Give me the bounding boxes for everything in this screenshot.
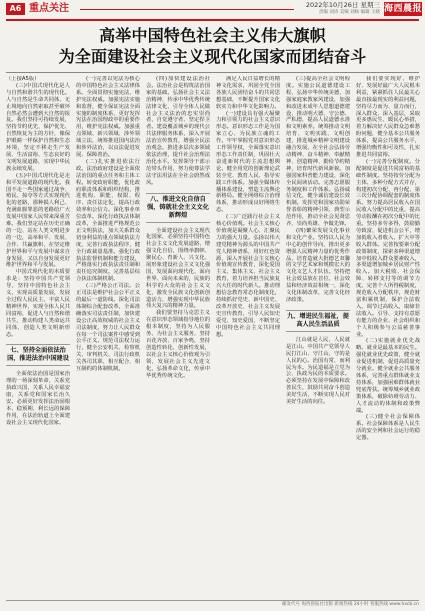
footer-text: 邮发代号 海西晨报社出版 新闻热线 24小时 客服热线 www.hxcb.cn [282, 602, 419, 607]
paragraph: 中国式现代化的本质要求是：坚持中国共产党领导，坚持中国特色社会主义，实现高质量发展，发展全过程人民民主，丰富人民精神世界，实现全体人民共同富裕，促进人与自然和谐共生，推动构建人类命运共同体，创造人类文明新形态。 [6, 269, 70, 338]
page-header [0, 0, 425, 18]
article-column-2 [76, 76, 140, 596]
headline-line-1: 高举中国特色社会主义伟大旗帜 [99, 26, 326, 45]
paragraph: (一)建设具有强大凝聚力和引领力的社会主义意识形态。意识形态工作是为国家立心、为民族立魂的工作。牢牢掌握党对意识形态工作领导权，全面落实意识形态工作责任制，巩固壮大奋进新时代的主流思想舆论。健全用党的创新理论武装全党、教育人民、指导实践工作体系。加强全媒体传播体系建设，塑造主流舆论新格局。健全网络综合治理体系，推动形成良好网络生态。 [216, 110, 280, 214]
paragraph: (一)完善以宪法为核心的中国特色社会主义法律体系。全面贯彻实施宪法，维护宪法权威。加强宪法实施和监督，健全保证宪法全面实施的制度体系，更好发挥宪法在治国理政中的重要作用，维护宪法权威。加强重点领域、新兴领域、涉外领域立法，统筹推进国内法治和涉外法治，以良法促进发展、保障善治。 [76, 76, 140, 158]
paragraph: 我们要实现好、维护好、发展好最广大人民根本利益，紧紧抓住人民最关心最直接最现实的利益问题，坚持尽力而为、量力而行，深入群众、深入基层，采取更多惠民生、暖民心举措，着力解决好人民群众急难愁盼问题，健全基本公共服务体系，提高公共服务水平，增强均衡性和可及性，扎实推进共同富裕。 [356, 76, 420, 158]
paragraph: 江山就是人民，人民就是江山。中国共产党领导人民打江山、守江山，守的是人民的心。治国有常，而利民为本。为民造福是立党为公、执政为民的本质要求。必须坚持在发展中保障和改善民生，鼓励共同奋斗创造美好生活，不断实现人民对美好生活的向往。 [286, 336, 350, 406]
section-title: 重点关注 [29, 3, 69, 14]
headline-line-2: 为全面建设社会主义现代化国家而团结奋斗 [58, 47, 367, 66]
paragraph: (三)健全社会保障体系。社会保障体系是人民生活的安全网和社会运行的稳定器。 [356, 414, 420, 442]
article-body [6, 76, 419, 596]
paragraph: (四)繁荣发展文化事业和文化产业。坚持以人民为中心的创作导向，推出更多增强人民精神力量的优秀作品，培育造就大批德艺双馨的文学艺术家和规模宏大的文化文艺人才队伍。坚持把社会效益放在首位、社会效益和经济效益相统一，深化文化体制改革，完善文化经济政策。 [286, 227, 350, 303]
issue-date: 2022年10月26日 星期三 [305, 1, 380, 9]
header-divider [80, 9, 294, 10]
paragraph: (二)扎实推进依法行政。法治政府建设是全面依法治国的重点任务和主体工程。转变政府职能，优化政府职责体系和组织结构，推进机构、职能、权限、程序、责任法定化，提高行政效率和公信力。深化事业单位改革。深化行政执法体制改革，全面推进严格规范公正文明执法，加大关系群众切身利益的重点领域执法力度，完善行政执法程序，健全行政裁量基准。强化行政执法监督机制和能力建设，严格落实行政执法责任制和责任追究制度。完善基层综合执法体制机制。 [76, 158, 140, 283]
date-block [300, 1, 380, 17]
paragraph: (二)广泛践行社会主义核心价值观。社会主义核心价值观是凝聚人心、汇聚民力的强大力量。弘扬以伟大建党精神为源头的中国共产党人精神谱系，用好红色资源，深入开展社会主义核心价值观宣传教育，深化爱国主义、集体主义、社会主义教育，着力培养担当民族复兴大任的时代新人。推动理想信念教育常态化制度化，持续抓好党史、新中国史、改革开放史、社会主义发展史宣传教育，引导人民知史爱党、知史爱国，不断坚定中国特色社会主义共同理想。 [216, 214, 280, 338]
paragraph: (三)中国式现代化是人与自然和谐共生的现代化。人与自然是生命共同体，无止境地向自然索取甚至破坏自然必然会遭到大自然的报复。我们坚持可持续发展，坚持节约优先、保护优先、自然恢复为主的方针，像保护眼睛一样保护自然和生态环境，坚定不移走生产发展、生活富裕、生态良好的文明发展道路，实现中华民族永续发展。 [6, 82, 70, 172]
article-column-1 [6, 76, 70, 596]
paragraph: (一)完善分配制度。分配制度是促进共同富裕的基础性制度。坚持按劳分配为主体、多种分配方式并存，构建初次分配、再分配、第三次分配协调配套的制度体系。努力提高居民收入在国民收入分配中的比重，提高劳动报酬在初次分配中的比重。坚持多劳多得，鼓励勤劳致富，促进机会公平，增加低收入者收入，扩大中等收入群体。完善按要素分配政策制度，探索多种渠道增加中低收入群众要素收入，多渠道增加城乡居民财产性收入。加大税收、社会保障、转移支付等的调节力度。完善个人所得税制度，规范收入分配秩序，规范财富积累机制，保护合法收入，调节过高收入，取缔非法收入。引导、支持有意愿有能力的企业、社会组织和个人积极参与公益慈善事业。 [356, 158, 420, 338]
headline-rule [6, 72, 419, 73]
section-heading: 九、增进民生福祉，提高人民生活品质 [286, 310, 350, 332]
paragraph: (三)严格公正司法。公正司法是维护社会公平正义的最后一道防线。深化司法体制综合配套改革，全面准确落实司法责任制，加快建设公正高效权威的社会主义司法制度，努力让人民群众在每一个司法案件中感受到公平正义。规范司法权力运行，健全公安机关、检察机关、审判机关、司法行政机关各司其职、相互配合、相互制约的体制机制。 [76, 283, 140, 373]
continuation-note: （上接A5版） [6, 76, 40, 82]
section-heading: 八、推进文化自信自强，铸就社会主义文化新辉煌 [146, 193, 210, 223]
paragraph: 我们要坚持马克思主义在意识形态领域指导地位的根本制度，坚持为人民服务、为社会主义服务，坚持百花齐放、百家争鸣，坚持创造性转化、创新性发展，以社会主义核心价值观为引领，发展社会主义先进文化，弘扬革命文化，传承中华优秀传统文化。 [146, 310, 210, 379]
headline [0, 25, 425, 67]
paragraph: (五)中国式现代化是走和平发展道路的现代化。我国不走一些国家通过战争、殖民、掠夺等方式实现现代化的老路，那种损人利己、充满血腥罪恶的老路给广大发展中国家人民带来深重苦难。我们坚定站在历史正确的一边、站在人类文明进步的一边，高举和平、发展、合作、共赢旗帜，在坚定维护世界和平与发展中谋求自身发展，又以自身发展更好维护世界和平与发展。 [6, 172, 70, 269]
paragraph: 全面建设社会主义现代化国家，必须坚持中国特色社会主义文化发展道路，增强文化自信，围绕举旗帜、聚民心、育新人、兴文化、展形象建设社会主义文化强国，发展面向现代化、面向世界、面向未来的，民族的科学的大众的社会主义文化，激发全民族文化创新创造活力，增强实现中华民族伟大复兴的精神力量。 [146, 227, 210, 310]
paragraph: (三)提高全社会文明程度。实施公民道德建设工程，弘扬中华传统美德，加强家庭家教家风建设，加强和改进未成年人思想道德建设，推动明大德、守公德、严私德，提高人民道德水准和文明素养。统筹推动文明培育、文明实践、文明创建，推进城乡精神文明建设融合发展，在全社会弘扬劳动精神、奋斗精神、奉献精神、创造精神、勤俭节约精神，培育时代新风新貌。加强国家科普能力建设，深化全民阅读活动。完善志愿服务制度和工作体系。弘扬诚信文化，健全诚信建设长效机制。发挥党和国家功勋荣誉表彰的精神引领、典型示范作用，推动全社会见贤思齐、崇尚英雄、争做先锋。 [286, 76, 350, 228]
header-rule [6, 19, 419, 21]
editor-credits: 责编 刘涛 美编 刘杨 编辑 王晓 [318, 10, 380, 15]
article-column-3 [146, 76, 210, 596]
page-footer [6, 600, 419, 609]
article-column-4 [216, 76, 280, 596]
paragraph: (四)加快建设法治社会。法治社会是构筑法治国家的基础。弘扬社会主义法治精神，传承中华优秀传统法律文化，引导全体人民做社会主义法治的忠实崇尚者、自觉遵守者、坚定捍卫者。建设覆盖城乡的现代公共法律服务体系，深入开展法治宣传教育，增强全民法治观念。推进多层次多领域依法治理，提升社会治理法治化水平。发挥领导干部示范带头作用，努力使尊法学法守法用法在全社会蔚然成风。 [146, 76, 210, 186]
article-column-6 [356, 76, 420, 596]
page-number-tag: A6 [6, 3, 25, 15]
paragraph: (二)实施就业优先战略。就业是最基本的民生。强化就业优先政策，健全就业促进机制，促进高质量充分就业。健全就业公共服务体系，完善重点群体就业支持体系，加强困难群体就业兜底帮扶。统筹城乡就业政策体系，破除妨碍劳动力、人才流动的体制和政策弊端。 [356, 338, 420, 414]
masthead-logo: 海西晨报 [384, 4, 423, 14]
article-column-5 [286, 76, 350, 596]
paragraph: 全面依法治国是国家治理的一场深刻革命，关系党执政兴国，关系人民幸福安康，关系党和国家长治久安。必须更好发挥法治固根本、稳预期、利长远的保障作用，在法治轨道上全面建设社会主义现代化国家。 [6, 371, 70, 426]
paragraph: 满足人民日益增长的精神文化需求，巩固全党全国各族人民团结奋斗的共同思想基础，不断提升国家文化软实力和中华文化影响力。 [216, 76, 280, 110]
section-heading: 七、坚持全面依法治国，推进法治中国建设 [6, 344, 70, 366]
